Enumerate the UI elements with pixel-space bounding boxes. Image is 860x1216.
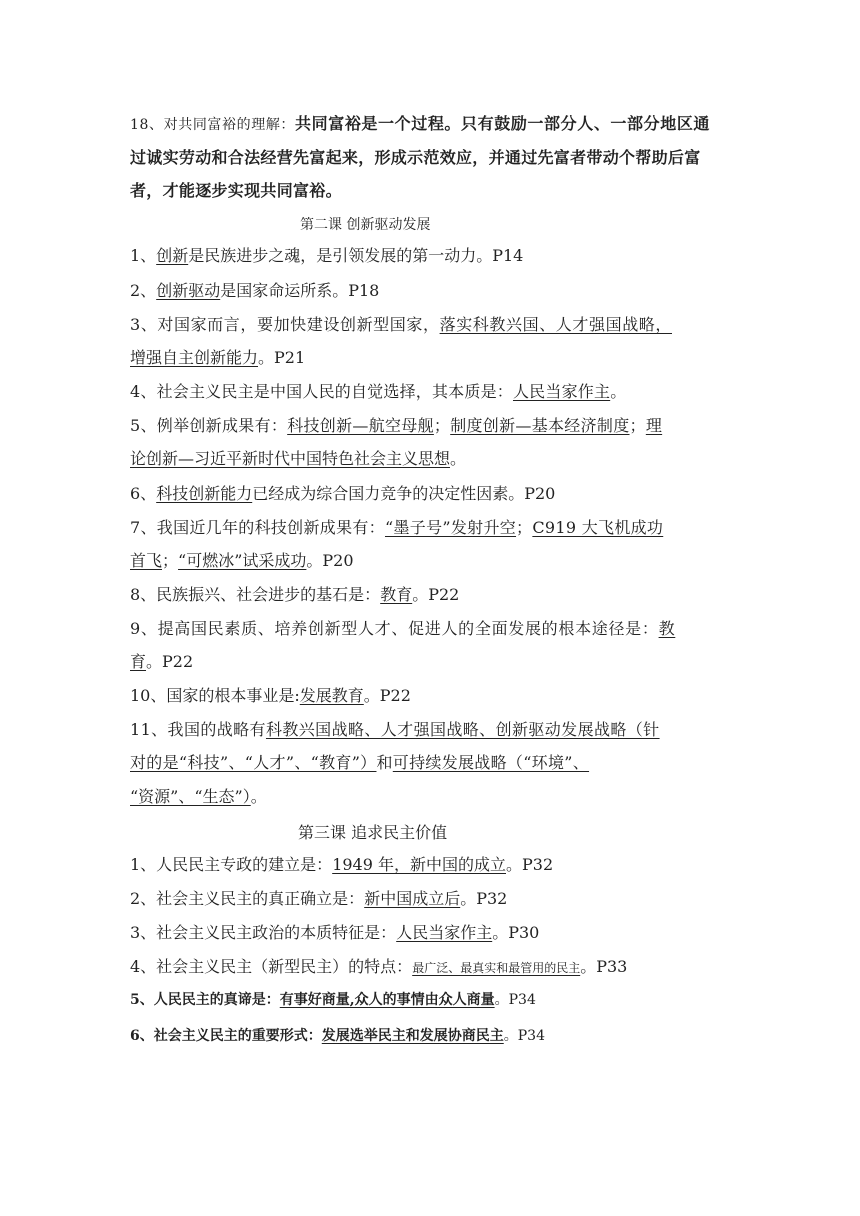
item-2-11-answer-2: 可持续发展战略（“环境”、	[392, 753, 590, 772]
item-2-9-page: 。P22	[146, 652, 194, 671]
item-3-5-page: 。P34	[494, 992, 536, 1008]
item-2-10-text: 10、国家的根本事业是:	[130, 686, 300, 705]
item-2-7-text: 7、我国近几年的科技创新成果有：	[130, 518, 385, 537]
item-3-5-answer: 有事好商量,众人的事情由众人商量	[279, 992, 495, 1008]
item-2-11-line-2	[130, 753, 589, 773]
item-3-1-page: 。P32	[506, 855, 554, 874]
item-2-7-sep-2: ；	[162, 551, 179, 570]
item-3-2	[130, 889, 507, 909]
item-2-10-answer: 发展教育	[299, 686, 364, 705]
item-2-1	[130, 246, 523, 266]
item-2-8-page: 。P22	[412, 585, 460, 604]
item-2-8-answer: 教育	[380, 585, 413, 604]
item-3-2-page: 。P32	[460, 889, 508, 908]
item-2-11-text: 11、我国的战略有	[130, 720, 266, 739]
item-3-6-text: 6、社会主义民主的重要形式：	[130, 1028, 322, 1044]
item-2-9-answer-start: 教	[658, 619, 676, 638]
item-3-5-text: 5、人民民主的真谛是：	[130, 992, 280, 1008]
item-2-9-text: 9、提高国民素质、培养创新型人才、促进人的全面发展的根本途径是：	[130, 619, 659, 638]
item-2-8-text: 8、民族振兴、社会进步的基石是：	[130, 585, 381, 604]
item-2-9-line-1	[130, 619, 675, 639]
item-2-5-line-2	[130, 449, 466, 469]
item-2-7-answer-1: “墨子号”发射升空	[384, 518, 517, 537]
item-2-6-num: 6、	[130, 484, 157, 503]
section-heading-lesson-2: 第二课 创新驱动发展	[300, 217, 431, 233]
item-2-5-answer-3-start: 理	[645, 416, 663, 435]
item-2-10-page: 。P22	[363, 686, 411, 705]
item-2-2	[130, 281, 379, 301]
item-2-7-answer-2: 首飞	[130, 551, 163, 570]
item-3-3-page: 。P30	[492, 923, 540, 942]
item-2-3-line-2	[130, 348, 305, 368]
item-2-11-end: 。	[250, 787, 267, 806]
item-2-11-line-3	[130, 787, 267, 807]
item-2-6-answer: 科技创新能力	[156, 484, 253, 503]
paragraph-18-line-3: 者，才能逐步实现共同富裕。	[130, 181, 342, 200]
item-2-2-answer: 创新驱动	[156, 281, 221, 300]
item-3-4-answer: 最广泛、最真实和最管用的民主	[412, 961, 581, 975]
item-2-5-answer-3: 论创新—习近平新时代中国特色社会主义思想	[130, 449, 451, 468]
item-3-5	[130, 990, 536, 1010]
item-2-7-line-1	[130, 518, 663, 538]
item-2-4-text: 4、社会主义民主是中国人民的自觉选择，其本质是：	[130, 382, 513, 401]
item-3-6	[130, 1026, 545, 1046]
item-2-2-text: 是国家命运所系。P18	[220, 281, 380, 300]
item-2-11-answer-2-end: “资源”、“生态”）	[130, 787, 251, 806]
item-2-7-page: 。P20	[306, 551, 354, 570]
item-3-1	[130, 855, 553, 875]
item-2-7-line-2	[130, 551, 354, 571]
item-3-1-answer: 1949 年，新中国的成立	[332, 855, 506, 874]
item-2-1-answer: 创新	[156, 246, 189, 265]
item-2-1-text: 是民族进步之魂，是引领发展的第一动力。P14	[188, 246, 524, 265]
item-2-11-answer-1: 科教兴国战略、人才强国战略、创新驱动发展战略（针	[265, 720, 660, 739]
item-3-6-page: 。P34	[503, 1028, 545, 1044]
item-3-4-text: 4、社会主义民主（新型民主）的特点：	[130, 957, 413, 976]
item-2-5-line-1	[130, 416, 662, 436]
paragraph-18-text-1: 共同富裕是一个过程。只有鼓励一部分人、一部分地区通	[295, 114, 711, 133]
item-2-3-text: 3、对国家而言，要加快建设创新型国家，	[130, 315, 440, 334]
item-2-5-sep-1: ；	[433, 416, 451, 435]
paragraph-18-line-1	[130, 114, 710, 135]
item-2-6-text: 已经成为综合国力竞争的决定性因素。P20	[252, 484, 556, 503]
paragraph-18-line-2: 过诚实劳动和合法经营先富起来，形成示范效应，并通过先富者带动个帮助后富	[130, 148, 701, 167]
item-3-3-text: 3、社会主义民主政治的本质特征是：	[130, 923, 397, 942]
item-2-2-num: 2、	[130, 281, 157, 300]
item-3-3	[130, 923, 539, 943]
item-3-4-page: 。P33	[580, 957, 628, 976]
item-2-6	[130, 484, 555, 504]
item-2-11-and: 和	[376, 753, 393, 772]
item-2-7-sep-1: ；	[516, 518, 533, 537]
item-2-5-answer-2: 制度创新—基本经济制度	[450, 416, 630, 435]
item-2-4	[130, 382, 626, 402]
item-2-10	[130, 686, 411, 706]
item-2-7-answer-3: “可燃冰”试采成功	[178, 551, 307, 570]
item-3-2-text: 2、社会主义民主的真正确立是：	[130, 889, 365, 908]
item-2-3-answer-2: 增强自主创新能力	[130, 348, 259, 367]
item-3-3-answer: 人民当家作主	[396, 923, 493, 942]
item-2-5-end: 。	[450, 449, 467, 468]
item-2-3-line-1	[130, 315, 672, 335]
item-2-5-answer-1: 科技创新—航空母舰	[287, 416, 434, 435]
item-2-4-end: 。	[610, 382, 627, 401]
item-3-6-answer: 发展选举民主和发展协商民主	[321, 1028, 504, 1044]
item-2-5-sep-2: ；	[629, 416, 646, 435]
paragraph-18-label: 18、对共同富裕的理解：	[130, 117, 296, 133]
item-2-11-answer-1-end: 对的是“科技”、“人才”、“教育”）	[130, 753, 377, 772]
item-2-9-answer-end: 育	[130, 652, 147, 671]
item-3-1-text: 1、人民民主专政的建立是：	[130, 855, 333, 874]
item-2-7-answer-2-start: C919 大飞机成功	[532, 518, 664, 537]
item-2-3-page: 。P21	[258, 348, 306, 367]
section-heading-lesson-3: 第三课 追求民主价值	[298, 823, 448, 842]
item-2-8	[130, 585, 459, 605]
item-2-9-line-2	[130, 652, 193, 672]
item-2-1-num: 1、	[130, 246, 157, 265]
item-2-11-line-1	[130, 720, 660, 740]
item-2-5-text: 5、例举创新成果有：	[130, 416, 288, 435]
item-2-4-answer: 人民当家作主	[512, 382, 611, 401]
item-3-2-answer: 新中国成立后	[364, 889, 461, 908]
item-3-4	[130, 957, 627, 978]
item-2-3-answer-1: 落实科教兴国、人才强国战略，	[439, 315, 672, 334]
